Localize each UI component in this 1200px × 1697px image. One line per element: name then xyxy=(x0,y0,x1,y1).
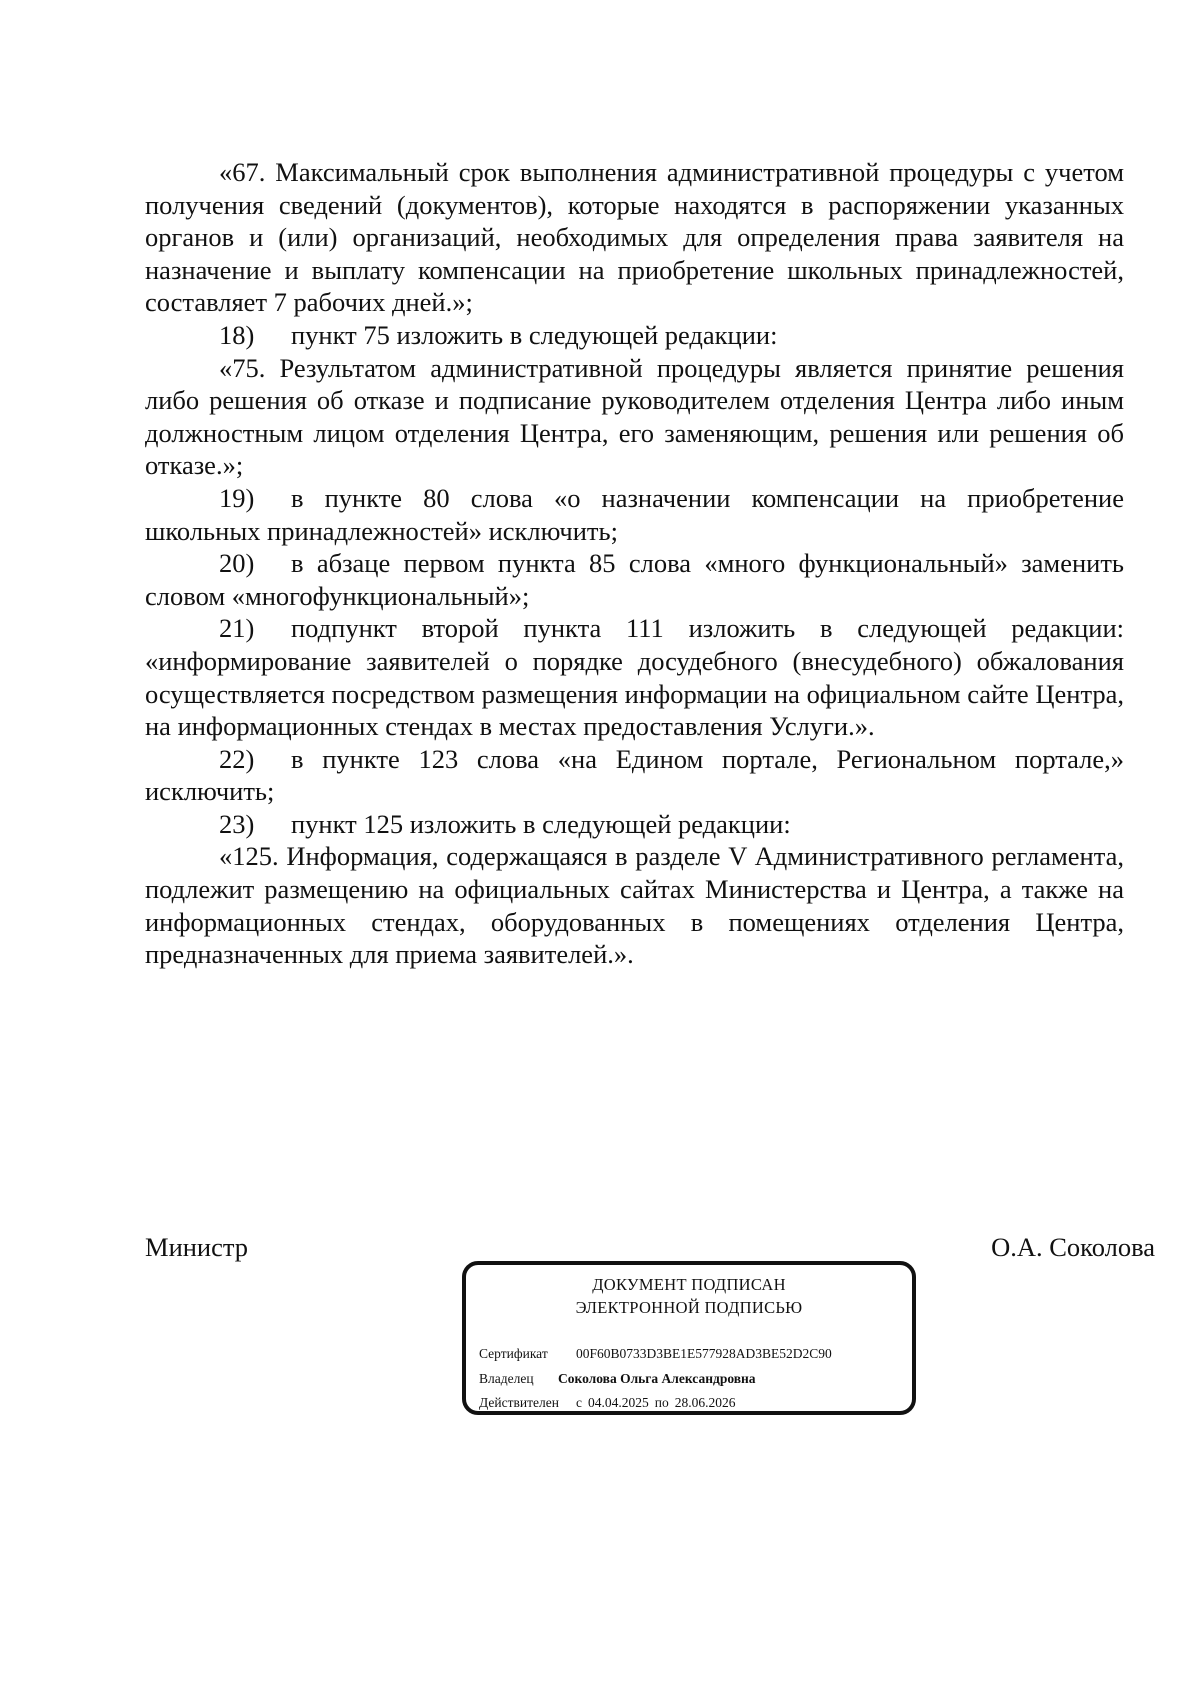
valid-to-date: 28.06.2026 xyxy=(674,1395,736,1410)
amendment-item-18 xyxy=(145,319,1124,352)
amendment-item-20 xyxy=(145,547,1124,612)
item-number: 18) xyxy=(219,319,255,350)
valid-from-prefix: с xyxy=(576,1395,582,1410)
stamp-validity-row xyxy=(479,1395,735,1411)
valid-from-date: 04.04.2025 xyxy=(588,1395,649,1410)
paragraph-text: «75. Результатом административной процедуры является принятие решения либо решения об отказе и подписание руководителем отделения Центра либо иным должностным лицом отделения Центра, его заменяющим, решения или решения об отказе.»; xyxy=(145,352,1124,481)
stamp-heading-line2: ЭЛЕКТРОННОЙ ПОДПИСЬЮ xyxy=(575,1298,803,1317)
item-number: 20) xyxy=(219,548,255,579)
item-text: в пункте 80 слова «о назначении компенсации на приобретение школьных принадлежностей» исключить; xyxy=(145,482,1124,546)
certificate-value: 00F60B0733D3BE1E577928AD3BE52D2C90 xyxy=(576,1346,832,1361)
paragraph-67 xyxy=(145,156,1124,319)
item-number: 22) xyxy=(219,743,255,774)
item-number: 23) xyxy=(219,808,255,839)
paragraph-125 xyxy=(145,840,1124,970)
document-body xyxy=(145,156,1124,971)
item-text: пункт 125 изложить в следующей редакции: xyxy=(291,808,791,839)
item-text: в пункте 123 слова «на Едином портале, Региональном портале,» исключить; xyxy=(145,743,1124,807)
owner-value: Соколова Ольга Александровна xyxy=(558,1371,756,1386)
signer-position: Министр xyxy=(145,1232,249,1262)
validity-label: Действителен xyxy=(479,1395,559,1410)
stamp-certificate-row xyxy=(479,1346,832,1362)
valid-to-prefix: по xyxy=(654,1395,669,1410)
item-number: 19) xyxy=(219,482,255,513)
stamp-heading-line1: ДОКУМЕНТ ПОДПИСАН xyxy=(592,1275,786,1294)
paragraph-text: «67. Максимальный срок выполнения административной процедуры с учетом получения сведений (документов), которые находятся в распоряжении указанных органов и (или) организаций, необходимых для определения права заявителя на назначение и выплату компенсации на приобретение школьных принадлежностей, составляет 7 рабочих дней.»; xyxy=(145,157,1124,318)
amendment-item-23 xyxy=(145,808,1124,841)
stamp-owner-row xyxy=(479,1371,756,1387)
item-text: подпункт второй пункта 111 изложить в следующей редакции: «информирование заявителей о порядке досудебного (внесудебного) обжалования осуществляется посредством размещения информации на официальном сайте Центра, на информационных стендах в местах предоставления Услуги.». xyxy=(145,613,1124,742)
paragraph-75 xyxy=(145,352,1124,482)
item-text: пункт 75 изложить в следующей редакции: xyxy=(291,319,778,350)
electronic-signature-stamp xyxy=(462,1261,916,1415)
item-text: в абзаце первом пункта 85 слова «много функциональный» заменить словом «многофункциональный»; xyxy=(145,548,1124,611)
item-number: 21) xyxy=(219,613,255,644)
certificate-label: Сертификат xyxy=(479,1346,548,1361)
signer-name: О.А. Соколова xyxy=(991,1232,1155,1262)
amendment-item-19 xyxy=(145,482,1124,547)
amendment-item-22 xyxy=(145,743,1124,808)
amendment-item-21 xyxy=(145,612,1124,742)
owner-label: Владелец xyxy=(479,1371,534,1386)
paragraph-text: «125. Информация, содержащаяся в разделе V Административного регламента, подлежит размещению на официальных сайтах Министерства и Центра, а также на информационных стендах, оборудованных в помещениях отделения Центра, предназначенных для приема заявителей.». xyxy=(145,841,1124,970)
